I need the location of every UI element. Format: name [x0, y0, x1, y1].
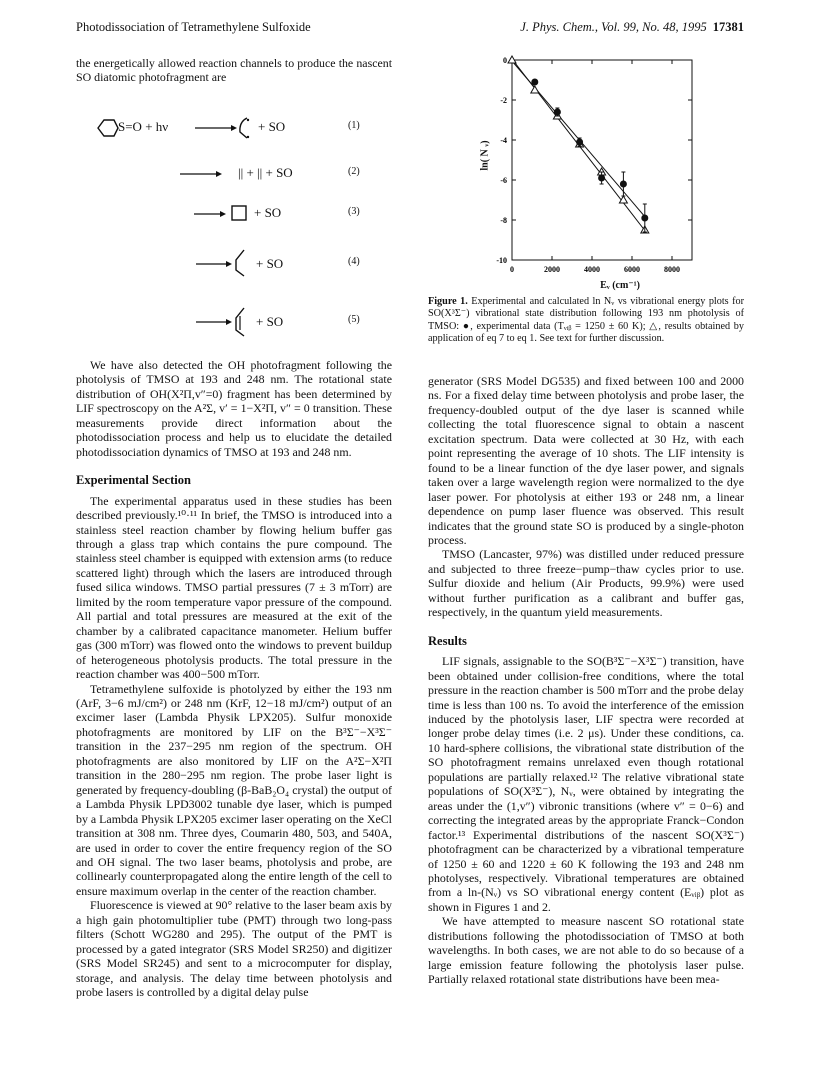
left-column-body [76, 358, 392, 999]
experimental-circle-point [598, 175, 605, 182]
reaction-4 [90, 250, 390, 278]
y-tick-label: -6 [500, 176, 507, 185]
x-tick-label: 8000 [664, 265, 680, 274]
ohfragment-paragraph: We have also detected the OH photofragment following the photolysis of TMSO at 193 and 248 nm. The rotational state distribution of OH(X²Π,v″=0) fragment has been determined by LIF spectroscopy on the A²Σ, v′ = 1−X²Π, v″ = 0 transition. These measurements provide direct information about the photodissociation process and help us to elucidate the detailed photodissociation dynamics of TMSO at 193 and 248 nm. [76, 358, 392, 459]
arrow-icon [195, 114, 255, 142]
reaction-5 [90, 308, 390, 336]
experimental-circle-point [576, 139, 583, 146]
product-label: || + || + SO [238, 165, 293, 180]
y-axis-label: ln( N ᵥ) [479, 140, 491, 171]
x-tick-label: 6000 [624, 265, 640, 274]
experimental-circle-point [641, 215, 648, 222]
figure-label: Figure 1. [428, 296, 468, 307]
product-label: + SO [256, 256, 284, 271]
y-tick-label: -10 [496, 256, 507, 265]
header-citation [520, 20, 744, 35]
equation-number: (1) [348, 120, 360, 131]
y-tick-label: -2 [500, 96, 507, 105]
equation-number: (5) [348, 314, 360, 325]
plot-frame [512, 60, 692, 260]
page-number: 17381 [712, 20, 744, 34]
x-axis-label: Eᵥ (cm⁻¹) [600, 280, 640, 291]
reaction-2 [90, 160, 390, 188]
reactant-label: S=O + hν [118, 119, 169, 134]
reaction-1 [90, 114, 390, 142]
header-title: Photodissociation of Tetramethylene Sulfoxide [76, 20, 311, 34]
equation-number: (2) [348, 166, 360, 177]
equation-number: (4) [348, 256, 360, 267]
product-label: + SO [258, 119, 286, 134]
right-column-body [428, 374, 744, 987]
section-heading-results: Results [428, 633, 467, 648]
experimental-circle-point [620, 181, 627, 188]
y-tick-label: -4 [500, 136, 507, 145]
continued-paragraph: generator (SRS Model DG535) and fixed between 100 and 2000 ns. For a fixed delay time between photolysis and probe laser, the frequency-doubled output of the dye laser is scanned while collecting the total fluorescence signal to obtain a nascent excitation spectrum. Data were collected at 30 Hz, with each point representing the average of 10 shots. The LIF intensity is found to be a linear function of the dye laser power, and signals taken over a large wavelength region were normalized to the dye laser power. For photolysis at either 193 or 248 nm, a linear dependence on pump laser fluence was observed. This result indicates that the ground state SO is produced by a single-photon process. [428, 374, 744, 547]
y-tick-label: 0 [503, 56, 507, 65]
y-tick-label: -8 [500, 216, 507, 225]
x-tick-label: 0 [510, 265, 514, 274]
x-tick-label: 2000 [544, 265, 560, 274]
reaction-3 [90, 200, 390, 228]
tmso-paragraph: TMSO (Lancaster, 97%) was distilled under reduced pressure and subjected to three freeze−pump−thaw cycles prior to use. Sulfur dioxide and helium (Air Products, 99.9%) were used without further purification as a calibrant and buffer gas, respectively, in the quantum yield measurements. [428, 547, 744, 620]
exp-paragraph-1: The experimental apparatus used in these studies has been described previously.¹⁰·¹¹ In brief, the TMSO is introduced into a stainless steel reaction chamber by flowing helium buffer gas through a glass trap which contains the pure compound. The stainless steel chamber is equipped with extension arms (to reduce scattered light) through which the lasers are introduced through fused silica windows. TMSO partial pressures (7 ± 3 mTorr) are limited by the room temperature vapor pressure of the compound. All partial and total pressures are measured at the exit of the chamber by a calibrated capacitance manometer. Helium buffer gas (300 mTorr) was flowed onto the windows to prevent buildup of heterogeneous photolysis products. The total pressure in the reaction chamber was 400−500 mTorr. [76, 493, 393, 682]
exp-paragraph-3: Fluorescence is viewed at 90° relative to the laser beam axis by a high gain photomultiplier tube (PMT) through two long-pass filters (Schott WG280 and 295). The output of the PMT is processed by a gated integrator (SRS Model SR250) and digitizer (SRS Model SR245) and sent to a microcomputer for display, storage, and analysis. The delay time between photolysis and probe lasers is controlled by a digital delay pulse [76, 898, 392, 1000]
section-heading-experimental: Experimental Section [76, 473, 191, 488]
experimental-circle-point [554, 109, 561, 116]
intro-text [76, 56, 392, 85]
y-axis-label-wrap [475, 120, 491, 200]
x-tick-label: 4000 [584, 265, 600, 274]
intro-paragraph: the energetically allowed reaction channels to produce the nascent SO diatomic photofragment are [76, 56, 392, 85]
figure-caption [428, 296, 744, 345]
results-paragraph-2: We have attempted to measure nascent SO rotational state distributions following the photodissociation of TMSO at both wavelengths. In both cases, we are not able to do so because of a large emission feature following the photolysis laser pulse. Partially relaxed rotational state distributions have been mea- [428, 914, 744, 987]
figure-caption-text: Experimental and calculated ln Nᵥ vs vibrational energy plots for SO(X³Σ⁻) vibrational state distribution following 193 nm photolysis of TMSO: ●, experimental data (Tᵥᵢᵦ = 1250 ± 60 K); △, results obtained by application of eq 7 to eq 1. See text for further discussion. [428, 296, 744, 344]
results-paragraph-1: LIF signals, assignable to the SO(B³Σ⁻−X³Σ⁻) transition, have been obtained under collision-free conditions, where the total pressure in the reaction chamber is 500 mTorr and the probe delay time is less than 100 ns. To avoid the interference of the emission induced by the photolysis laser, LIF spectra were recorded at longer probe delay times (i.e. 2 μs). Under these conditions, ca. 10 hard-sphere collisions, the vibrational state distribution of the SO photofragment remains unrelaxed even though rotational populations are partially relaxed.¹² The relative vibrational state populations of SO(X³Σ⁻), Nᵥ, were obtained by integrating the areas under the (1,v″) vibronic transitions (where v″ = 0−6) and correcting the integrated areas by the appropriate Franck−Condon factor.¹³ Experimental distributions of the nascent SO(X³Σ⁻) photofragment can be characterized by a vibrational temperature of 1250 ± 60 and 1220 ± 60 K following the 193 and 248 nm photolyses, respectively. Vibrational temperatures are obtained from a ln-(Nᵥ) vs SO vibrational energy content (Eᵥᵢᵦ) plot as shown in Figures 1 and 2. [428, 654, 744, 914]
figure-1-chart [474, 52, 704, 292]
equation-number: (3) [348, 206, 360, 217]
exp-paragraph-2: Tetramethylene sulfoxide is photolyzed by either the 193 nm (ArF, 3−6 mJ/cm²) or 248 nm (KrF, 12−18 mJ/cm²) output of an excimer laser (Lambda Physik LPX205). Sulfur monoxide photofragments are monitored by LIF on the B³Σ⁻−X³Σ⁻ transition in the 237−295 nm region of the spectrum. OH photofragments are also monitored by LIF on the A²Σ−X²Π transition in the 280−295 nm region. The probe laser light is generated by frequency-doubling (β-BaB₂O₄ crystal) the output of a Lambda Physik LPD3002 tunable dye laser, which is pumped by a Lambda Physik LPX205 excimer laser operating on the XeCl transition at 308 nm. Three dyes, Coumarin 480, 503, and 540A, are used in order to cover the entire frequency region of the SO and OH signal. The two laser beams, photolysis and probe, are collinearly counterpropagated along the entire length of the cell to ensure maximum overlap in the center of the reaction chamber. [76, 681, 392, 898]
calculated-triangle-point [531, 86, 539, 93]
arrow-icon [180, 160, 240, 188]
journal-citation: J. Phys. Chem., Vol. 99, No. 48, 1995 [520, 20, 707, 34]
running-header [76, 20, 744, 40]
experimental-circle-point [531, 79, 538, 86]
product-label: + SO [254, 205, 282, 220]
product-label: + SO [256, 314, 284, 329]
